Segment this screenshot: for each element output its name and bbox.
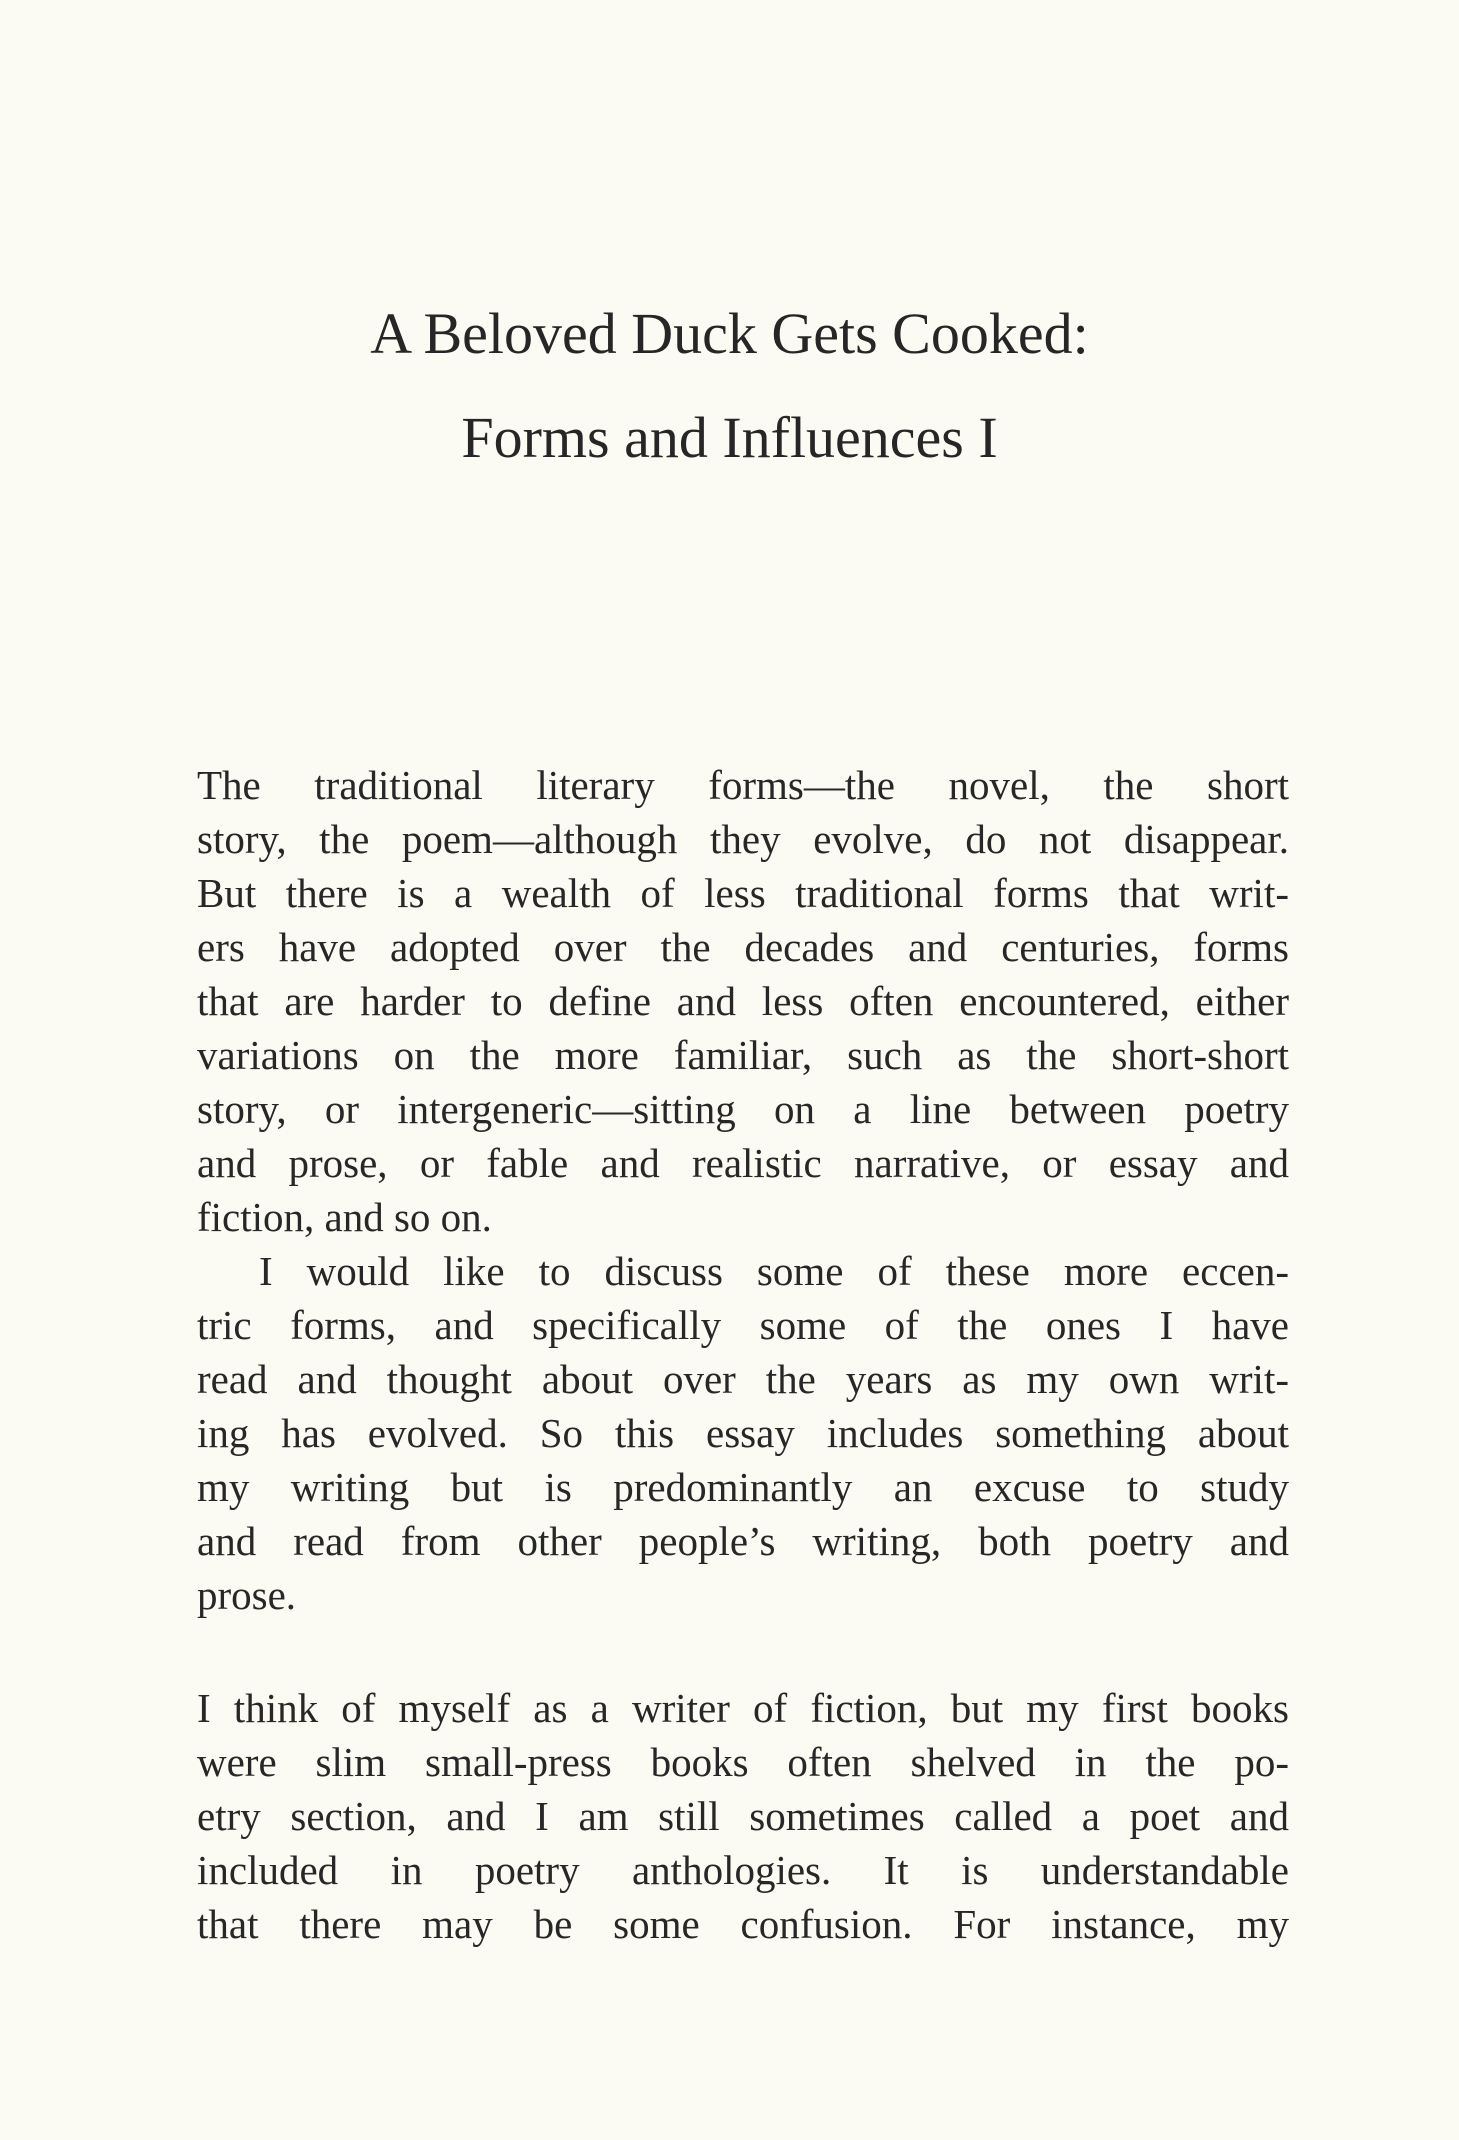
text-line: that are harder to define and less often encountered, either	[197, 978, 1289, 1024]
text-line: But there is a wealth of less traditional forms that writ-	[197, 870, 1289, 916]
text-line: included in poetry anthologies. It is understandable	[197, 1847, 1289, 1893]
text-line: tric forms, and specifically some of the ones I have	[197, 1302, 1289, 1348]
text-line: my writing but is predominantly an excuse to study	[197, 1464, 1289, 1510]
paragraph-1	[197, 758, 1289, 1244]
text-line: fiction, and so on.	[197, 1194, 492, 1240]
text-line: story, or intergeneric—sitting on a line between poetry	[197, 1086, 1289, 1132]
text-line: and prose, or fable and realistic narrative, or essay and	[197, 1140, 1289, 1186]
text-line: I think of myself as a writer of fiction, but my first books	[197, 1685, 1289, 1731]
text-line: I would like to discuss some of these more eccen-	[259, 1248, 1289, 1294]
text-line: etry section, and I am still sometimes called a poet and	[197, 1793, 1289, 1839]
text-line: read and thought about over the years as my own writ-	[197, 1356, 1289, 1402]
chapter-title-line-2: Forms and Influences I	[461, 405, 998, 470]
text-line: prose.	[197, 1572, 297, 1618]
text-line: ers have adopted over the decades and centuries, forms	[197, 924, 1289, 970]
text-line: ing has evolved. So this essay includes something about	[197, 1410, 1289, 1456]
text-line: The traditional literary forms—the novel, the short	[197, 762, 1289, 808]
chapter-title-line-1: A Beloved Duck Gets Cooked:	[370, 301, 1089, 366]
paragraph-3	[197, 1681, 1289, 1951]
chapter-title	[0, 282, 1459, 490]
text-line: were slim small-press books often shelved in the po-	[197, 1739, 1289, 1785]
text-line: story, the poem—although they evolve, do not disappear.	[197, 816, 1289, 862]
text-line: that there may be some confusion. For instance, my	[197, 1901, 1289, 1947]
text-line: and read from other people’s writing, both poetry and	[197, 1518, 1289, 1564]
paragraph-2	[197, 1244, 1289, 1622]
text-line: variations on the more familiar, such as the short-short	[197, 1032, 1289, 1078]
